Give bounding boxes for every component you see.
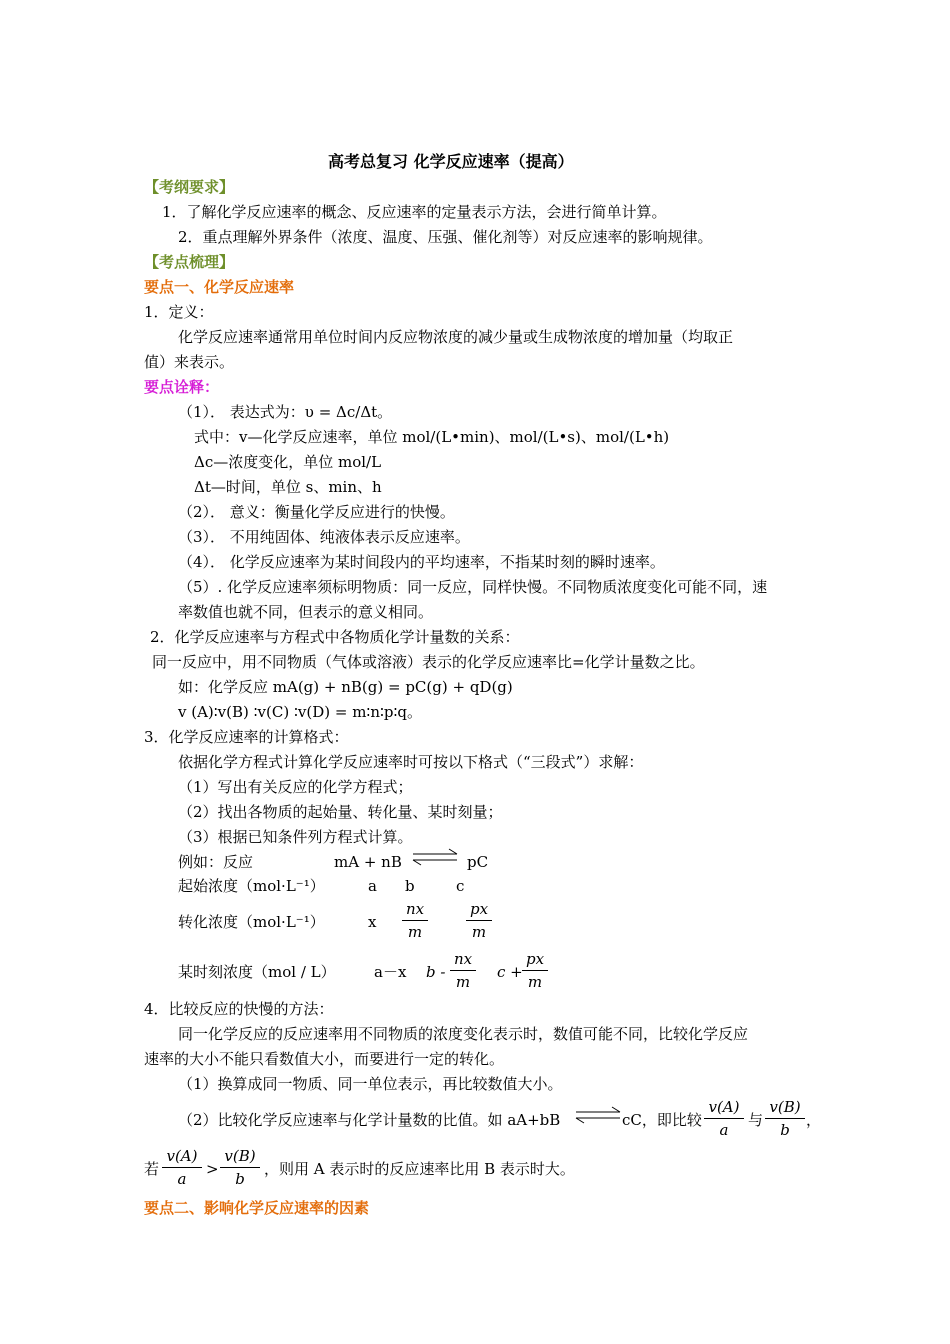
condition-a-fraction — [162, 1147, 202, 1188]
initial-conc-a: a — [368, 877, 377, 895]
compare-comma: ， — [806, 1111, 822, 1129]
converted-b-fraction — [402, 900, 428, 941]
rate-b-fraction — [765, 1098, 805, 1139]
page-title: 高考总复习 化学反应速率（提高） — [328, 152, 574, 171]
fraction-denominator: b — [780, 1121, 790, 1139]
moment-conc-c: c + — [497, 963, 523, 981]
fraction-numerator: px — [469, 900, 489, 918]
calc-step-1: （1）写出有关反应的化学方程式； — [178, 778, 413, 796]
fraction-denominator: m — [407, 923, 423, 941]
note-4: （4）． 化学反应速率为某时间段内的平均速率，不指某时刻的瞬时速率。 — [178, 553, 665, 571]
points-heading: 【考点梳理】 — [144, 253, 235, 271]
equilibrium-arrow-icon — [410, 847, 460, 867]
moment-b-fraction — [450, 950, 476, 991]
note-1b: Δc—浓度变化，单位 mol/L — [194, 453, 382, 471]
note-1c: Δt—时间，单位 s、min、h — [194, 478, 382, 496]
fraction-denominator: m — [455, 973, 471, 991]
converted-conc-label: 转化浓度（mol·L⁻¹） — [178, 913, 325, 931]
compare-method-2-prefix: （2）比较化学反应速率与化学计量数的比值。如 aA+bB — [178, 1111, 561, 1129]
calc-step-3: （3）根据已知条件列方程式计算。 — [178, 828, 413, 846]
note-1: （1）． 表达式为：υ = Δc/Δt。 — [178, 403, 393, 421]
compare-conclusion: ，则用 A 表示时的反应速率比用 B 表示时大。 — [264, 1160, 575, 1178]
fraction-denominator: m — [471, 923, 487, 941]
point2-heading: 要点二、影响化学反应速率的因素 — [144, 1199, 370, 1217]
compare-text-1: 同一化学反应的反应速率用不同物质的浓度变化表示时，数值可能不同，比较化学反应 — [178, 1025, 749, 1043]
calc-example-left: mA + nB — [334, 853, 402, 871]
converted-c-fraction — [466, 900, 492, 941]
outline-item-2: 2．重点理解外界条件（浓度、温度、压强、催化剂等）对反应速率的影响规律。 — [178, 228, 713, 246]
relation-text: 同一反应中，用不同物质（气体或溶液）表示的化学反应速率比=化学计量数之比。 — [152, 653, 705, 671]
definition-text-2: 值）来表示。 — [144, 353, 235, 371]
note-5a: （5）. 化学反应速率须标明物质：同一反应，同样快慢。不同物质浓度变化可能不同，速 — [178, 578, 768, 596]
definition-heading: 1．定义： — [144, 303, 214, 321]
fraction-numerator: nx — [453, 950, 473, 968]
note-2: （2）． 意义：衡量化学反应进行的快慢。 — [178, 503, 455, 521]
explain-heading: 要点诠释： — [144, 378, 220, 396]
moment-conc-b: b - — [426, 963, 446, 981]
fraction-denominator: a — [177, 1170, 187, 1188]
moment-conc-label: 某时刻浓度（mol / L） — [178, 963, 336, 981]
outline-heading: 【考纲要求】 — [144, 178, 235, 196]
compare-if: 若 — [144, 1160, 160, 1178]
calc-example-right: pC — [467, 853, 489, 871]
compare-method-1: （1）换算成同一物质、同一单位表示，再比较数值大小。 — [178, 1075, 563, 1093]
initial-conc-c: c — [456, 877, 465, 895]
reaction-arrow-icon — [574, 1105, 622, 1125]
compare-and: 与 — [748, 1111, 764, 1129]
fraction-denominator: m — [527, 973, 543, 991]
calc-intro: 依据化学方程式计算化学反应速率时可按以下格式（“三段式”）求解： — [178, 753, 644, 771]
converted-conc-x: x — [368, 913, 377, 931]
fraction-numerator: v(B) — [769, 1098, 801, 1116]
note-1a: 式中：v—化学反应速率，单位 mol/(L•min)、mol/(L•s)、mol/(L•h) — [194, 428, 670, 446]
fraction-denominator: b — [235, 1170, 245, 1188]
calc-heading: 3．化学反应速率的计算格式： — [144, 728, 349, 746]
initial-conc-b: b — [405, 877, 415, 895]
fraction-numerator: v(B) — [224, 1147, 256, 1165]
note-5b: 率数值也就不同，但表示的意义相同。 — [178, 603, 434, 621]
fraction-numerator: v(A) — [708, 1098, 740, 1116]
condition-b-fraction — [220, 1147, 260, 1188]
definition-text-1: 化学反应速率通常用单位时间内反应物浓度的减少量或生成物浓度的增加量（均取正 — [178, 328, 734, 346]
outline-item-1: 1．了解化学反应速率的概念、反应速率的定量表示方法，会进行简单计算。 — [162, 203, 667, 221]
fraction-numerator: nx — [405, 900, 425, 918]
fraction-denominator: a — [719, 1121, 729, 1139]
fraction-numerator: v(A) — [166, 1147, 198, 1165]
point1-heading: 要点一、化学反应速率 — [144, 278, 295, 296]
compare-text-2: 速率的大小不能只看数值大小，而要进行一定的转化。 — [144, 1050, 505, 1068]
moment-c-fraction — [522, 950, 548, 991]
note-3: （3）． 不用纯固体、纯液体表示反应速率。 — [178, 528, 470, 546]
calc-step-2: （2）找出各物质的起始量、转化量、某时刻量； — [178, 803, 503, 821]
calc-example-label: 例如：反应 — [178, 853, 254, 871]
compare-greater-than: > — [206, 1160, 219, 1178]
rate-a-fraction — [704, 1098, 744, 1139]
fraction-numerator: px — [525, 950, 545, 968]
relation-ratio: v (A)∶v(B) ∶v(C) ∶v(D) = m∶n∶p∶q。 — [178, 703, 422, 721]
relation-heading: 2．化学反应速率与方程式中各物质化学计量数的关系： — [150, 628, 520, 646]
compare-heading: 4．比较反应的快慢的方法： — [144, 1000, 334, 1018]
initial-conc-label: 起始浓度（mol·L⁻¹） — [178, 877, 325, 895]
compare-method-2-mid: cC，即比较 — [622, 1111, 702, 1129]
relation-example: 如：化学反应 mA(g) + nB(g) = pC(g) + qD(g) — [178, 678, 513, 696]
moment-conc-a: a－x — [374, 963, 407, 981]
